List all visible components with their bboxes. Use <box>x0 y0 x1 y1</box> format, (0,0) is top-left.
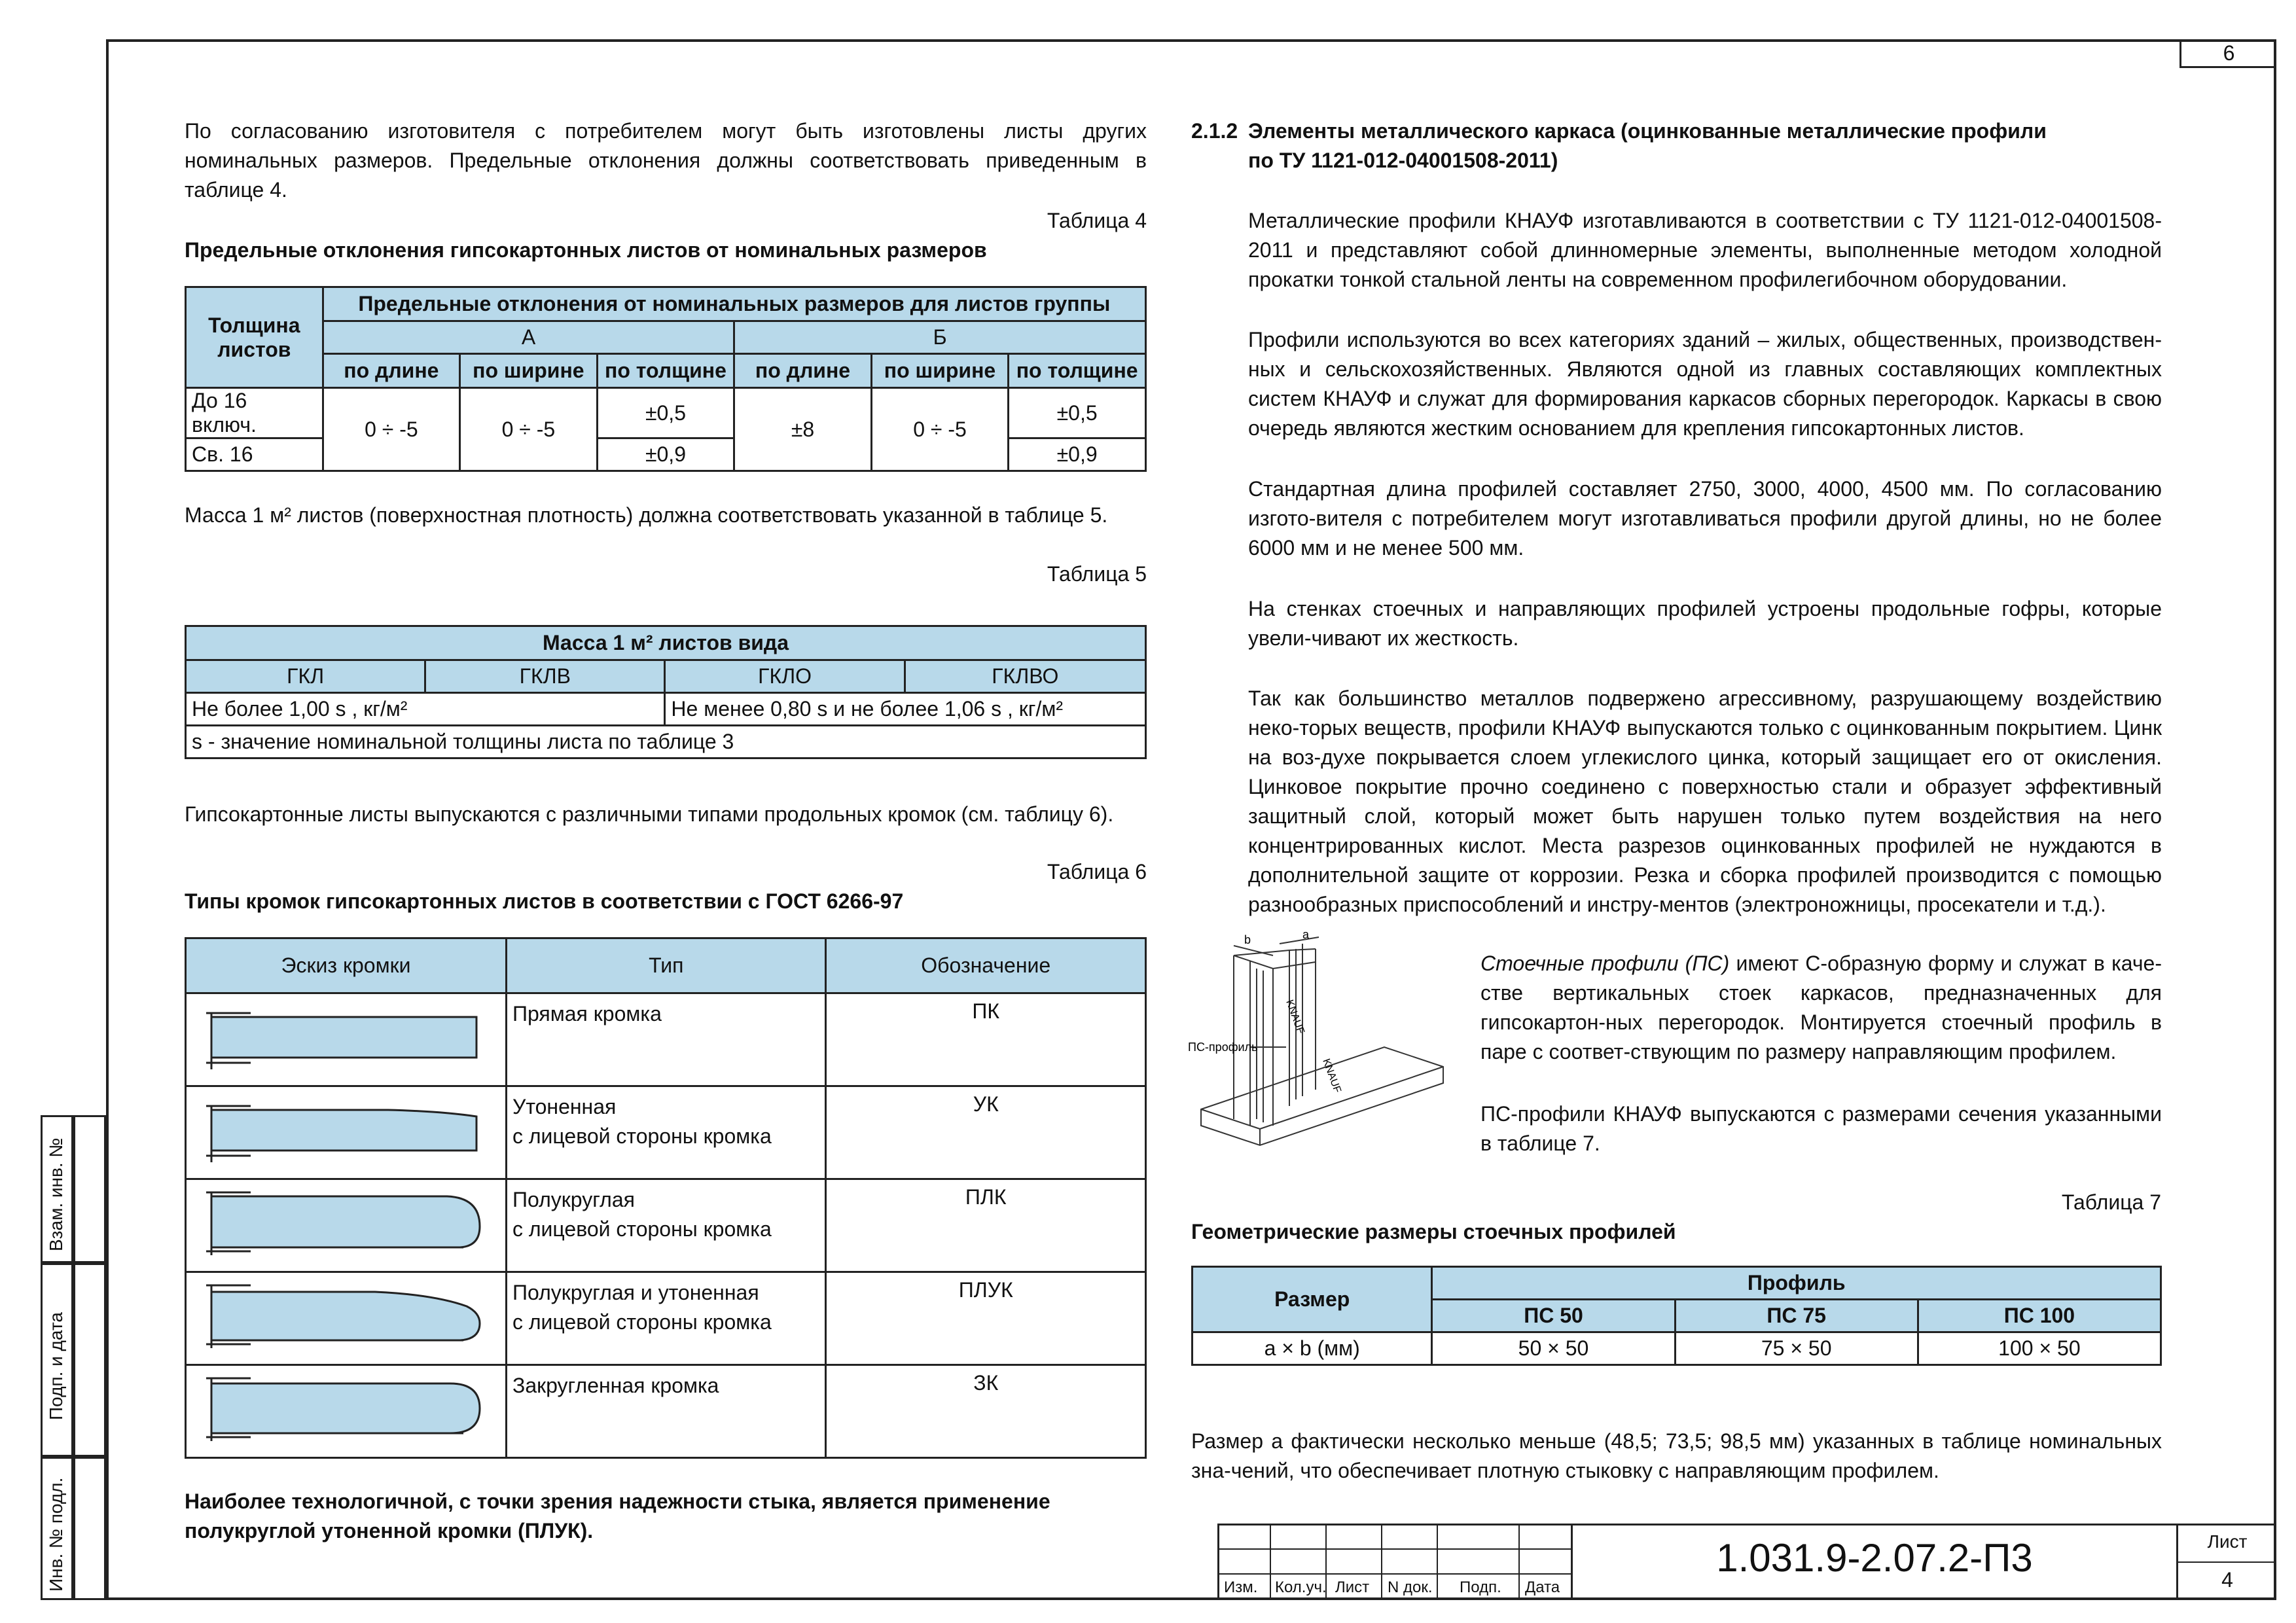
sidebar-cell <box>73 1263 106 1457</box>
stamp-label: Подп. <box>1460 1578 1501 1596</box>
figure-label: ПС-профиль <box>1188 1041 1258 1054</box>
table7-row-label: a × b (мм) <box>1193 1332 1432 1365</box>
table4-title: Предельные отклонения гипсокартонных листов от номинальных размеров <box>185 238 987 262</box>
stud-profiles-paragraph <box>1480 949 2162 1067</box>
tapered-edge-sketch <box>192 1088 499 1173</box>
table7-cell: 50 × 50 <box>1432 1332 1675 1365</box>
sidebar-cell <box>73 1115 106 1263</box>
section-title-line2: по ТУ 1121-012-04001508-2011) <box>1248 149 1558 172</box>
table5-col: ГКЛО <box>665 660 905 693</box>
dimension-b-label: b <box>1244 933 1251 946</box>
table7-profile: ПС 100 <box>1918 1300 2161 1332</box>
stamp-label: N док. <box>1388 1578 1433 1596</box>
table6-type: Прямая кромка <box>512 1002 662 1026</box>
table6-type: с лицевой стороны кромка <box>512 1124 772 1148</box>
section-number: 2.1.2 <box>1191 119 1238 143</box>
table4-cell: ±0,5 <box>1009 388 1146 438</box>
table4-cell: 0 ÷ -5 <box>871 388 1009 471</box>
table5-col: ГКЛВ <box>425 660 665 693</box>
table5-header: Масса 1 м² листов вида <box>186 626 1146 660</box>
sidebar-cell <box>73 1457 106 1600</box>
table7-profile: ПС 50 <box>1432 1300 1675 1332</box>
table7-col-size: Размер <box>1193 1267 1432 1332</box>
table6-header: Обозначение <box>826 938 1146 993</box>
mass-paragraph: Масса 1 м² листов (поверхностная плотность) должна соответствовать указанной в таблице 5. <box>185 503 1108 527</box>
table7 <box>1191 1266 2162 1366</box>
sidebar-label-original-inv: Инв. № подл. <box>46 1477 66 1592</box>
table4-sub-header: по толщине <box>597 354 734 388</box>
table6-header: Тип <box>506 938 826 993</box>
edge-sketch-pluk <box>186 1272 507 1365</box>
title-block <box>1217 1524 2276 1600</box>
table5-cell: Не более 1,00 s , кг/м² <box>186 693 665 726</box>
table4-sub-header: по толщине <box>1009 354 1146 388</box>
table6-type: с лицевой стороны кромка <box>512 1310 772 1334</box>
table6-type: с лицевой стороны кромка <box>512 1217 772 1241</box>
table7-col-profile: Профиль <box>1432 1267 2161 1300</box>
table4-cell: 0 ÷ -5 <box>323 388 459 471</box>
table4-sub-header: по длине <box>323 354 459 388</box>
edges-paragraph: Гипсокартонные листы выпускаются с различными типами продольных кромок (см. таблицу 6). <box>185 802 1114 826</box>
table5-col: ГКЛВО <box>905 660 1145 693</box>
stamp-label: Изм. <box>1224 1578 1258 1596</box>
table5-cell: Не менее 0,80 s и не более 1,06 s , кг/м² <box>665 693 1146 726</box>
stud-profiles-description: имеют С-образную форму и служат в каче-стве вертикальных стоек каркасов, предназначенных для гипсокартон-ных перегородок. Монтируется стоечный профиль в паре с соответ-ствующим по размеру направляющим профилем. <box>1480 952 2162 1063</box>
table5-col: ГКЛ <box>186 660 425 693</box>
conclusion-paragraph: Наиболее технологичной, с точки зрения надежности стыка, является применение полукруглой утоненной кромки (ПЛУК). <box>185 1489 1050 1543</box>
sheet-number: 4 <box>2221 1568 2233 1592</box>
document-designation: 1.031.9-2.07.2-П3 <box>1716 1536 2033 1580</box>
table4-label: Таблица 4 <box>1047 209 1147 232</box>
rounded-edge-sketch <box>192 1366 499 1452</box>
stamp-label: Лист <box>1335 1578 1370 1596</box>
edge-sketch-uk <box>186 1086 507 1179</box>
table4-cell: ±0,9 <box>597 438 734 471</box>
profiles-paragraph-8: Размер a фактически несколько меньше (48,5; 73,5; 98,5 мм) указанных в таблице номинальных зна-чений, что обеспечивает плотную стыковку с направляющим профилем. <box>1191 1429 2162 1482</box>
intro-paragraph: По согласованию изготовителя с потребителем могут быть изготовлены листы других номинальных размеров. Предельные отклонения должны соответствовать приведенным в таблице 4. <box>185 119 1147 202</box>
stud-profiles-term: Стоечные профили (ПС) <box>1480 952 1730 975</box>
table4-sub-header: по ширине <box>871 354 1009 388</box>
table6-header: Эскиз кромки <box>186 938 507 993</box>
table5-note: s - значение номинальной толщины листа по таблице 3 <box>186 726 1146 758</box>
straight-edge-sketch <box>192 995 499 1080</box>
table5 <box>185 625 1147 759</box>
dimension-a-label: a <box>1302 929 1310 941</box>
table4-cell: До 16 включ. <box>186 388 323 438</box>
profiles-paragraph-4: На стенках стоечных и направляющих профилей устроены продольные гофры, которые увели-чивают их жесткость. <box>1248 597 2162 650</box>
table6-title: Типы кромок гипсокартонных листов в соответствии с ГОСТ 6266-97 <box>185 889 904 913</box>
brand-mark: KNAUF <box>1283 998 1306 1036</box>
table4-col-thickness: Толщина листов <box>186 287 323 388</box>
sidebar-label-signature-date: Подп. и дата <box>46 1312 66 1420</box>
table4-col-deviation: Предельные отклонения от номинальных размеров для листов группы <box>323 287 1145 321</box>
edge-sketch-zk <box>186 1365 507 1458</box>
table6-code: ПЛУК <box>826 1272 1146 1365</box>
table4-group-a: А <box>323 321 734 354</box>
table6-code: ПК <box>826 993 1146 1086</box>
sidebar-label-replacement-inv: Взам. инв. № <box>46 1137 66 1251</box>
table4-group-b: Б <box>734 321 1146 354</box>
semicircular-edge-sketch <box>192 1181 499 1266</box>
table4-cell: 0 ÷ -5 <box>460 388 598 471</box>
edge-sketch-pk <box>186 993 507 1086</box>
table4-cell: ±8 <box>734 388 871 471</box>
table6 <box>185 937 1147 1459</box>
section-title-line1: Элементы металлического каркаса (оцинкованные металлические профили <box>1248 119 2047 143</box>
sheet-label: Лист <box>2207 1531 2248 1552</box>
profiles-paragraph-5: Так как большинство металлов подвержено агрессивному, разрушающему воздействию неко-торых веществ, профили КНАУФ выпускаются только с оцинкованным покрытием. Цинк на воз-духе покрывается слоем углекислого цинка, который защищает его от окисления. Цинковое покрытие прочно соединено с поверхностью стали и образует эффективный защитный слой, который может быть нарушен только путем воздействия на него концентрированных кислот. Места разрезов оцинкованных профилей не нуждаются в дополнительной защите от коррозии. Резка и сборка профилей производится с помощью разнообразных приспособлений и инстру-ментов (электроножницы, просекатели и т.д.). <box>1248 687 2162 916</box>
table6-type: Полукруглая и утоненная <box>512 1281 759 1304</box>
table6-code: УК <box>826 1086 1146 1179</box>
brand-mark: KNAUF <box>1320 1057 1343 1095</box>
table7-title: Геометрические размеры стоечных профилей <box>1191 1220 1676 1243</box>
stamp-label: Кол.уч. <box>1275 1578 1327 1596</box>
table7-cell: 75 × 50 <box>1675 1332 1918 1365</box>
table4-sub-header: по длине <box>734 354 871 388</box>
stud-profile-illustration <box>1188 929 1463 1165</box>
stamp-label: Дата <box>1525 1578 1560 1596</box>
table6-type: Закругленная кромка <box>512 1374 719 1397</box>
table7-cell: 100 × 50 <box>1918 1332 2161 1365</box>
table4-sub-header: по ширине <box>460 354 598 388</box>
profiles-paragraph-3: Стандартная длина профилей составляет 2750, 3000, 4000, 4500 мм. По согласованию изгото-вителя с потребителем могут изготавливаться профили другой длины, но не более 6000 мм и не менее 500 мм. <box>1248 477 2162 560</box>
table6-type: Полукруглая <box>512 1188 635 1211</box>
table6-code: ПЛК <box>826 1179 1146 1272</box>
profiles-paragraph-7: ПС-профили КНАУФ выпускаются с размерами сечения указанными в таблице 7. <box>1480 1102 2162 1155</box>
edge-sketch-plk <box>186 1179 507 1272</box>
table7-profile: ПС 75 <box>1675 1300 1918 1332</box>
table6-label: Таблица 6 <box>1047 860 1147 883</box>
table4-cell: ±0,5 <box>597 388 734 438</box>
profiles-paragraph-1: Металлические профили КНАУФ изготавливаются в соответствии с ТУ 1121-012-04001508-2011 и представляют собой длинномерные элементы, выполненные методом холодной прокатки тонкой стальной ленты на современном профилегибочном оборудовании. <box>1248 209 2162 291</box>
table7-label: Таблица 7 <box>2061 1190 2161 1214</box>
table4 <box>185 286 1147 472</box>
semicircular-tapered-edge-sketch <box>192 1274 499 1359</box>
table6-type: Утоненная <box>512 1095 617 1118</box>
table5-label: Таблица 5 <box>1047 562 1147 586</box>
table6-code: ЗК <box>826 1365 1146 1458</box>
table4-cell: Св. 16 <box>186 438 323 471</box>
table4-cell: ±0,9 <box>1009 438 1146 471</box>
profiles-paragraph-2: Профили используются во всех категориях зданий – жилых, общественных, производствен-ных и сельскохозяйственных. Являются одной из главных составляющих комплектных систем КНАУФ и служат для формирования каркасов сборных перегородок. Каркасы в свою очередь являются жестким основанием для крепления гипсокартонных листов. <box>1248 328 2162 440</box>
page-number: 6 <box>2179 39 2276 68</box>
